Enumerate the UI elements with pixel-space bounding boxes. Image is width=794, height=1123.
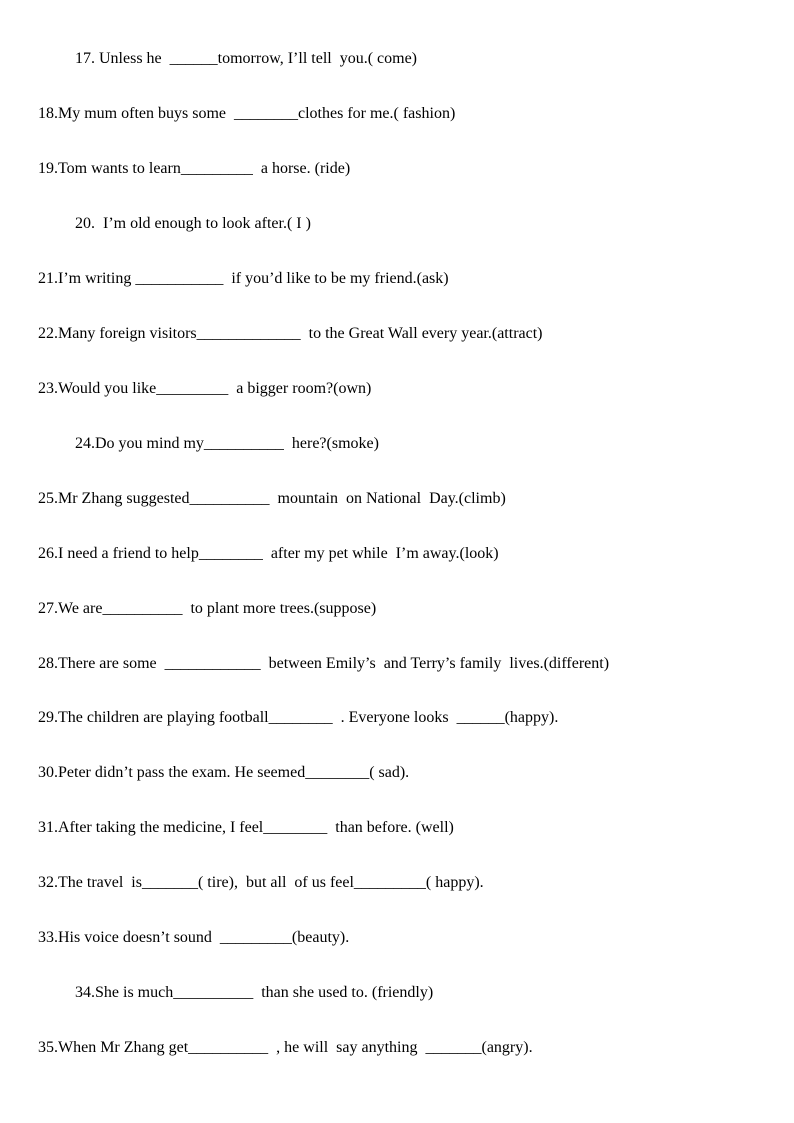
exercise-item-18: 18.My mum often buys some ________clothes for me.( fashion) (38, 105, 456, 122)
exercise-item-34: 34.She is much__________ than she used to. (friendly) (75, 984, 434, 1001)
exercise-item-25: 25.Mr Zhang suggested__________ mountain on National Day.(climb) (38, 490, 506, 507)
exercise-item-32: 32.The travel is_______( tire), but all of us feel_________( happy). (38, 874, 484, 891)
exercise-item-28: 28.There are some ____________ between Emily’s and Terry’s family lives.(different) (38, 655, 610, 672)
exercise-item-19: 19.Tom wants to learn_________ a horse. (ride) (38, 160, 351, 177)
exercise-item-33: 33.His voice doesn’t sound _________(beauty). (38, 929, 350, 946)
exercise-item-30: 30.Peter didn’t pass the exam. He seemed________( sad). (38, 764, 410, 781)
exercise-item-21: 21.I’m writing ___________ if you’d like to be my friend.(ask) (38, 270, 449, 287)
exercise-item-22: 22.Many foreign visitors_____________ to the Great Wall every year.(attract) (38, 325, 543, 342)
exercise-item-20: 20. I’m old enough to look after.( I ) (75, 215, 311, 232)
exercise-item-24: 24.Do you mind my__________ here?(smoke) (75, 435, 379, 452)
exercise-item-35: 35.When Mr Zhang get__________ , he will say anything _______(angry). (38, 1039, 533, 1056)
exercise-item-26: 26.I need a friend to help________ after my pet while I’m away.(look) (38, 545, 499, 562)
exercise-item-17: 17. Unless he ______tomorrow, I’ll tell you.( come) (75, 50, 418, 67)
exercise-item-31: 31.After taking the medicine, I feel________ than before. (well) (38, 819, 454, 836)
exercise-item-29: 29.The children are playing football________ . Everyone looks ______(happy). (38, 709, 559, 726)
exercise-item-23: 23.Would you like_________ a bigger room?(own) (38, 380, 372, 397)
exercise-item-27: 27.We are__________ to plant more trees.(suppose) (38, 600, 377, 617)
